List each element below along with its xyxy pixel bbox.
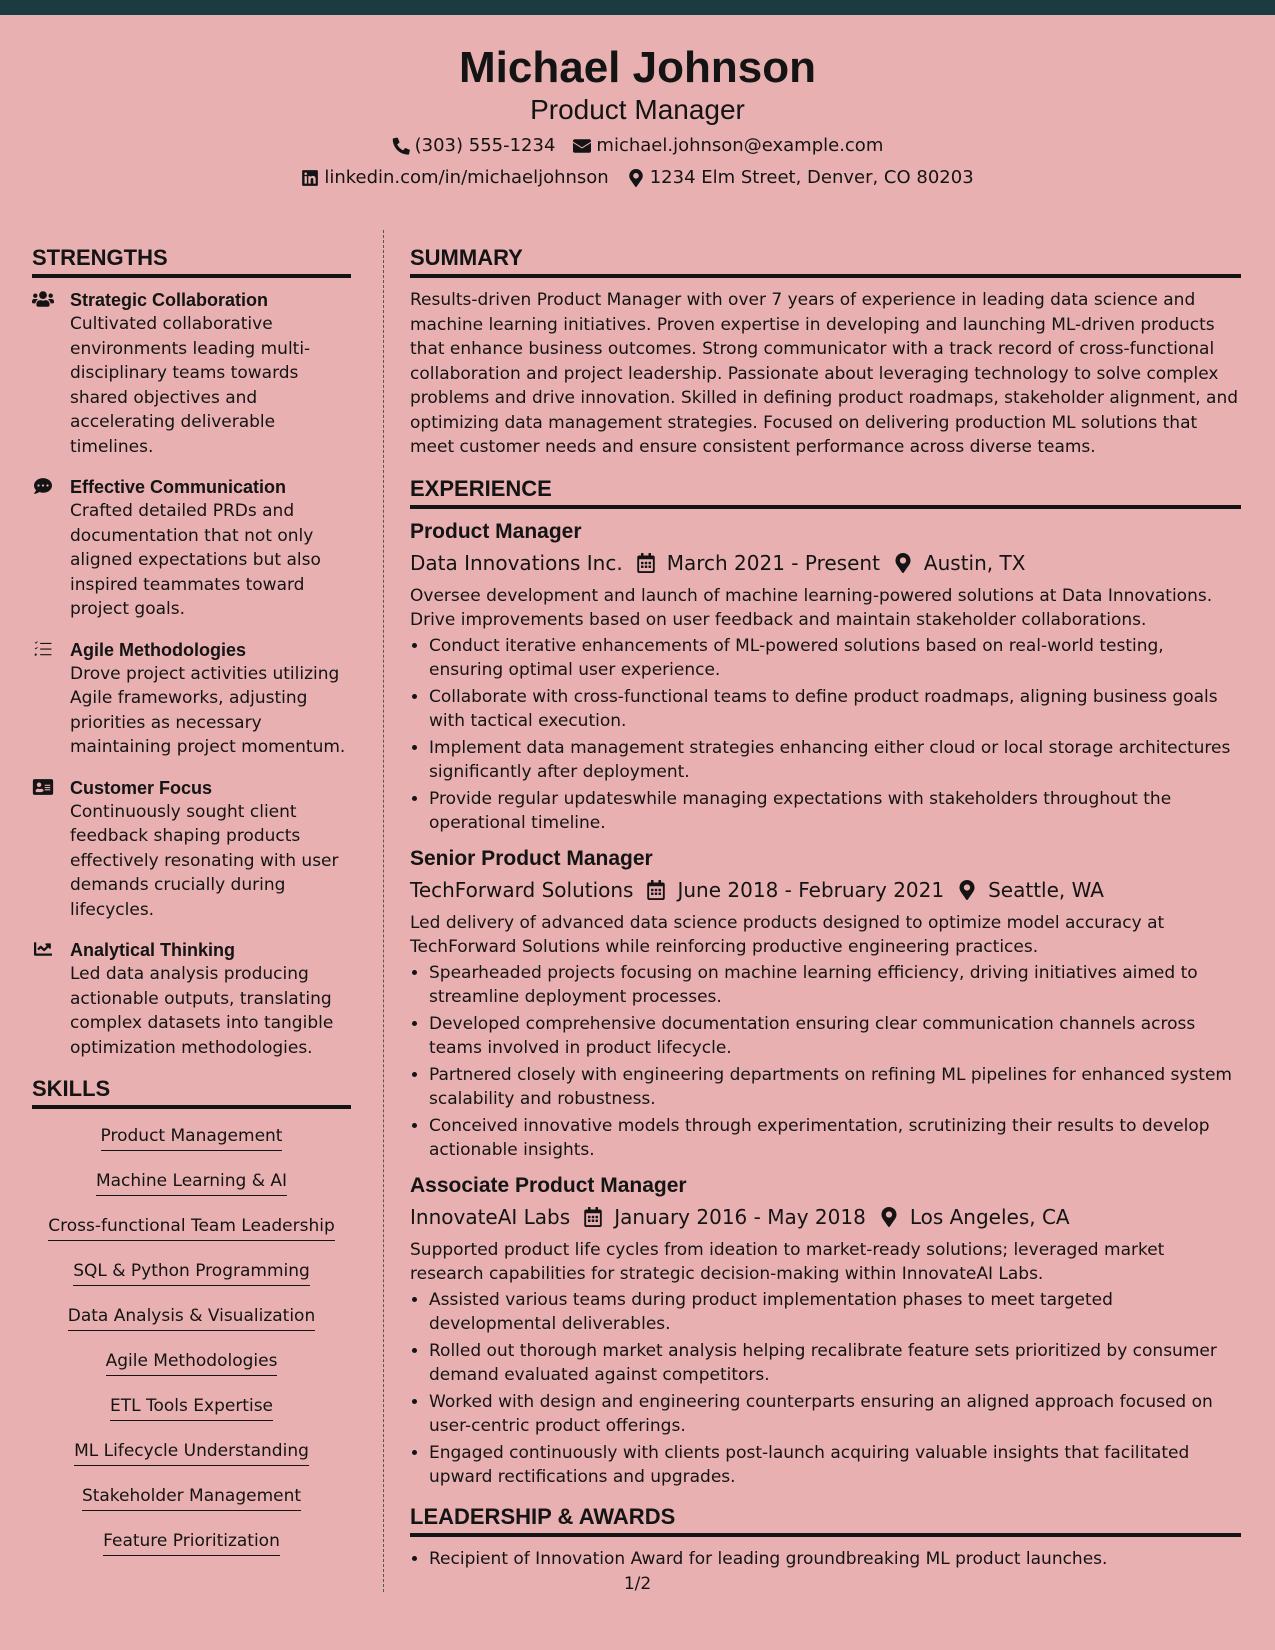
job-bullets bbox=[410, 961, 1241, 1163]
job-description: Oversee development and launch of machine learning-powered solutions at Data Innovations. Drive improvements based on user feedback and maintain stakeholder collaborations. bbox=[410, 585, 1213, 630]
page-number: 1/2 bbox=[623, 1574, 652, 1594]
users-icon bbox=[32, 290, 54, 308]
award-item: • Recipient of Innovation Award for leading groundbreaking ML product launches. bbox=[429, 1547, 1241, 1572]
job-bullets bbox=[410, 634, 1241, 836]
job-title: Product Manager bbox=[410, 519, 582, 543]
job-description: Supported product life cycles from ideation to market-ready solutions; leveraged market research capabilities for strategic decision-making within InnovateAI Labs. bbox=[410, 1239, 1165, 1284]
strength-item bbox=[32, 776, 351, 923]
linkedin-icon bbox=[301, 169, 319, 187]
job-dates: June 2018 - February 2021 bbox=[677, 877, 945, 902]
strength-title: Effective Communication bbox=[70, 477, 287, 497]
job-bullet: • Provide regular updateswhile managing expectations with stakeholders throughout the operational timeline. bbox=[429, 787, 1241, 836]
job-entry bbox=[410, 1173, 1241, 1490]
awards-heading: LEADERSHIP & AWARDS bbox=[410, 1504, 1241, 1537]
calendar-icon bbox=[637, 553, 655, 573]
top-accent-bar bbox=[0, 0, 1275, 15]
summary-text: Results-driven Product Manager with over 7 years of experience in leading data science and machine learning initiatives. Proven expertise in developing and launching ML-driven products that enhance business outcomes. Strong communicator with a track record of cross-functional collaboration and project leadership. Passionate about leveraging technology to solve complex problems and drive innovation. Skilled in defining product roadmaps, stakeholder alignment, and optimizing data management strategies. Focused on delivering production ML solutions that meet customer needs and ensure consistent performance across diverse teams. bbox=[410, 290, 1239, 457]
job-bullet: • Assisted various teams during product implementation phases to meet targeted developmental deliverables. bbox=[429, 1288, 1241, 1337]
chart-line-icon bbox=[32, 940, 54, 958]
address-text: 1234 Elm Street, Denver, CO 80203 bbox=[649, 167, 974, 188]
job-dates: March 2021 - Present bbox=[666, 550, 880, 575]
job-location: Austin, TX bbox=[923, 550, 1026, 575]
right-column bbox=[410, 245, 1241, 1571]
strength-text: Drove project activities utilizing Agile frameworks, adjusting priorities as necessary maintaining project momentum. bbox=[70, 663, 346, 757]
strength-item bbox=[32, 938, 351, 1060]
job-meta bbox=[410, 1203, 1241, 1231]
summary-heading: SUMMARY bbox=[410, 245, 1241, 278]
column-divider bbox=[383, 230, 384, 1592]
job-entry bbox=[410, 519, 1241, 836]
job-title: Associate Product Manager bbox=[410, 1173, 687, 1197]
envelope-icon bbox=[573, 137, 591, 155]
job-bullets bbox=[410, 1288, 1241, 1490]
skill-tag: SQL & Python Programming bbox=[73, 1260, 310, 1286]
job-meta bbox=[410, 876, 1241, 904]
phone-icon bbox=[392, 137, 410, 155]
job-meta bbox=[410, 549, 1241, 577]
address-contact bbox=[627, 167, 974, 189]
strength-title: Customer Focus bbox=[70, 777, 213, 798]
strengths-section bbox=[32, 245, 351, 1060]
location-pin-icon bbox=[958, 880, 976, 900]
strength-title: Analytical Thinking bbox=[70, 940, 236, 960]
calendar-icon bbox=[647, 880, 665, 900]
strength-text: Cultivated collaborative environments leading multi-disciplinary teams towards shared objectives and accelerating deliverable timelines. bbox=[70, 314, 311, 457]
awards-section bbox=[410, 1504, 1241, 1572]
job-bullet: • Rolled out thorough market analysis helping recalibrate feature sets prioritized by consumer demand evaluated against competitors. bbox=[429, 1339, 1241, 1388]
id-card-icon bbox=[32, 778, 54, 796]
linkedin-text: linkedin.com/in/michaeljohnson bbox=[324, 167, 609, 188]
location-pin-icon bbox=[894, 553, 912, 573]
job-bullet: • Conduct iterative enhancements of ML-powered solutions based on real-world testing, ensuring optimal user experience. bbox=[429, 634, 1241, 683]
job-bullet: • Implement data management strategies enhancing either cloud or local storage architectures significantly after deployment. bbox=[429, 736, 1241, 785]
linkedin-contact[interactable] bbox=[301, 167, 608, 189]
strength-item bbox=[32, 475, 351, 622]
contact-row-2 bbox=[0, 167, 1275, 189]
awards-list bbox=[410, 1547, 1241, 1572]
skills-heading: SKILLS bbox=[32, 1076, 351, 1109]
phone-text: (303) 555-1234 bbox=[414, 135, 556, 156]
skill-tag: Machine Learning & AI bbox=[96, 1170, 287, 1196]
job-bullet: • Developed comprehensive documentation ensuring clear communication channels across teams involved in product lifecycle. bbox=[429, 1012, 1241, 1061]
strength-text: Continuously sought client feedback shaping products effectively resonating with user demands crucially during lifecycles. bbox=[70, 801, 339, 920]
calendar-icon bbox=[584, 1207, 602, 1227]
comment-icon bbox=[32, 477, 54, 495]
skill-tag: Feature Prioritization bbox=[103, 1530, 280, 1556]
skill-tag: Agile Methodologies bbox=[106, 1350, 278, 1376]
job-company: Data Innovations Inc. bbox=[410, 550, 623, 575]
email-text: michael.johnson@example.com bbox=[596, 135, 884, 156]
skills-section bbox=[32, 1076, 351, 1575]
skill-tag: Stakeholder Management bbox=[82, 1485, 301, 1511]
job-location: Los Angeles, CA bbox=[909, 1204, 1070, 1229]
list-check-icon bbox=[32, 640, 54, 658]
phone-contact bbox=[392, 135, 556, 157]
skill-tag: ML Lifecycle Understanding bbox=[74, 1440, 309, 1466]
summary-section bbox=[410, 245, 1241, 460]
contact-row-1 bbox=[0, 135, 1275, 157]
job-bullet: • Worked with design and engineering counterparts ensuring an aligned approach focused on user-centric product offerings. bbox=[429, 1390, 1241, 1439]
resume-header bbox=[0, 15, 1275, 205]
job-description: Led delivery of advanced data science products designed to optimize model accuracy at TechForward Solutions while reinforcing productive engineering practices. bbox=[410, 912, 1165, 957]
job-bullet: • Conceived innovative models through experimentation, scrutinizing their results to develop actionable insights. bbox=[429, 1114, 1241, 1163]
job-location: Seattle, WA bbox=[988, 877, 1104, 902]
strengths-heading: STRENGTHS bbox=[32, 245, 351, 278]
job-company: TechForward Solutions bbox=[410, 877, 634, 902]
job-dates: January 2016 - May 2018 bbox=[614, 1204, 866, 1229]
job-bullet: • Partnered closely with engineering departments on refining ML pipelines for enhanced system scalability and robustness. bbox=[429, 1063, 1241, 1112]
experience-heading: EXPERIENCE bbox=[410, 476, 1241, 509]
strength-text: Led data analysis producing actionable outputs, translating complex datasets into tangible optimization methodologies. bbox=[70, 964, 334, 1058]
job-bullet: • Engaged continuously with clients post-launch acquiring valuable insights that facilitated upward rectifications and upgrades. bbox=[429, 1441, 1241, 1490]
candidate-title: Product Manager bbox=[530, 94, 745, 125]
job-bullet: • Collaborate with cross-functional teams to define product roadmaps, aligning business goals with tactical execution. bbox=[429, 685, 1241, 734]
job-entry bbox=[410, 846, 1241, 1163]
location-pin-icon bbox=[627, 169, 645, 187]
strength-text: Crafted detailed PRDs and documentation that not only aligned expectations but also inspired teammates toward project goals. bbox=[70, 501, 321, 619]
skill-tag: Cross-functional Team Leadership bbox=[48, 1215, 335, 1241]
strength-item bbox=[32, 288, 351, 459]
skill-tag: ETL Tools Expertise bbox=[110, 1395, 273, 1421]
job-company: InnovateAI Labs bbox=[410, 1204, 571, 1229]
strength-item bbox=[32, 638, 351, 760]
left-column bbox=[32, 245, 351, 1575]
strength-title: Strategic Collaboration bbox=[70, 290, 269, 310]
skills-list bbox=[32, 1125, 351, 1575]
candidate-name: Michael Johnson bbox=[459, 43, 816, 92]
location-pin-icon bbox=[880, 1207, 898, 1227]
skill-tag: Product Management bbox=[101, 1125, 283, 1151]
job-title: Senior Product Manager bbox=[410, 846, 653, 870]
email-contact[interactable] bbox=[573, 135, 883, 157]
skill-tag: Data Analysis & Visualization bbox=[68, 1305, 315, 1331]
strength-title: Agile Methodologies bbox=[70, 639, 247, 660]
job-bullet: • Spearheaded projects focusing on machine learning efficiency, driving initiatives aimed to streamline deployment processes. bbox=[429, 961, 1241, 1010]
experience-section bbox=[410, 476, 1241, 1490]
